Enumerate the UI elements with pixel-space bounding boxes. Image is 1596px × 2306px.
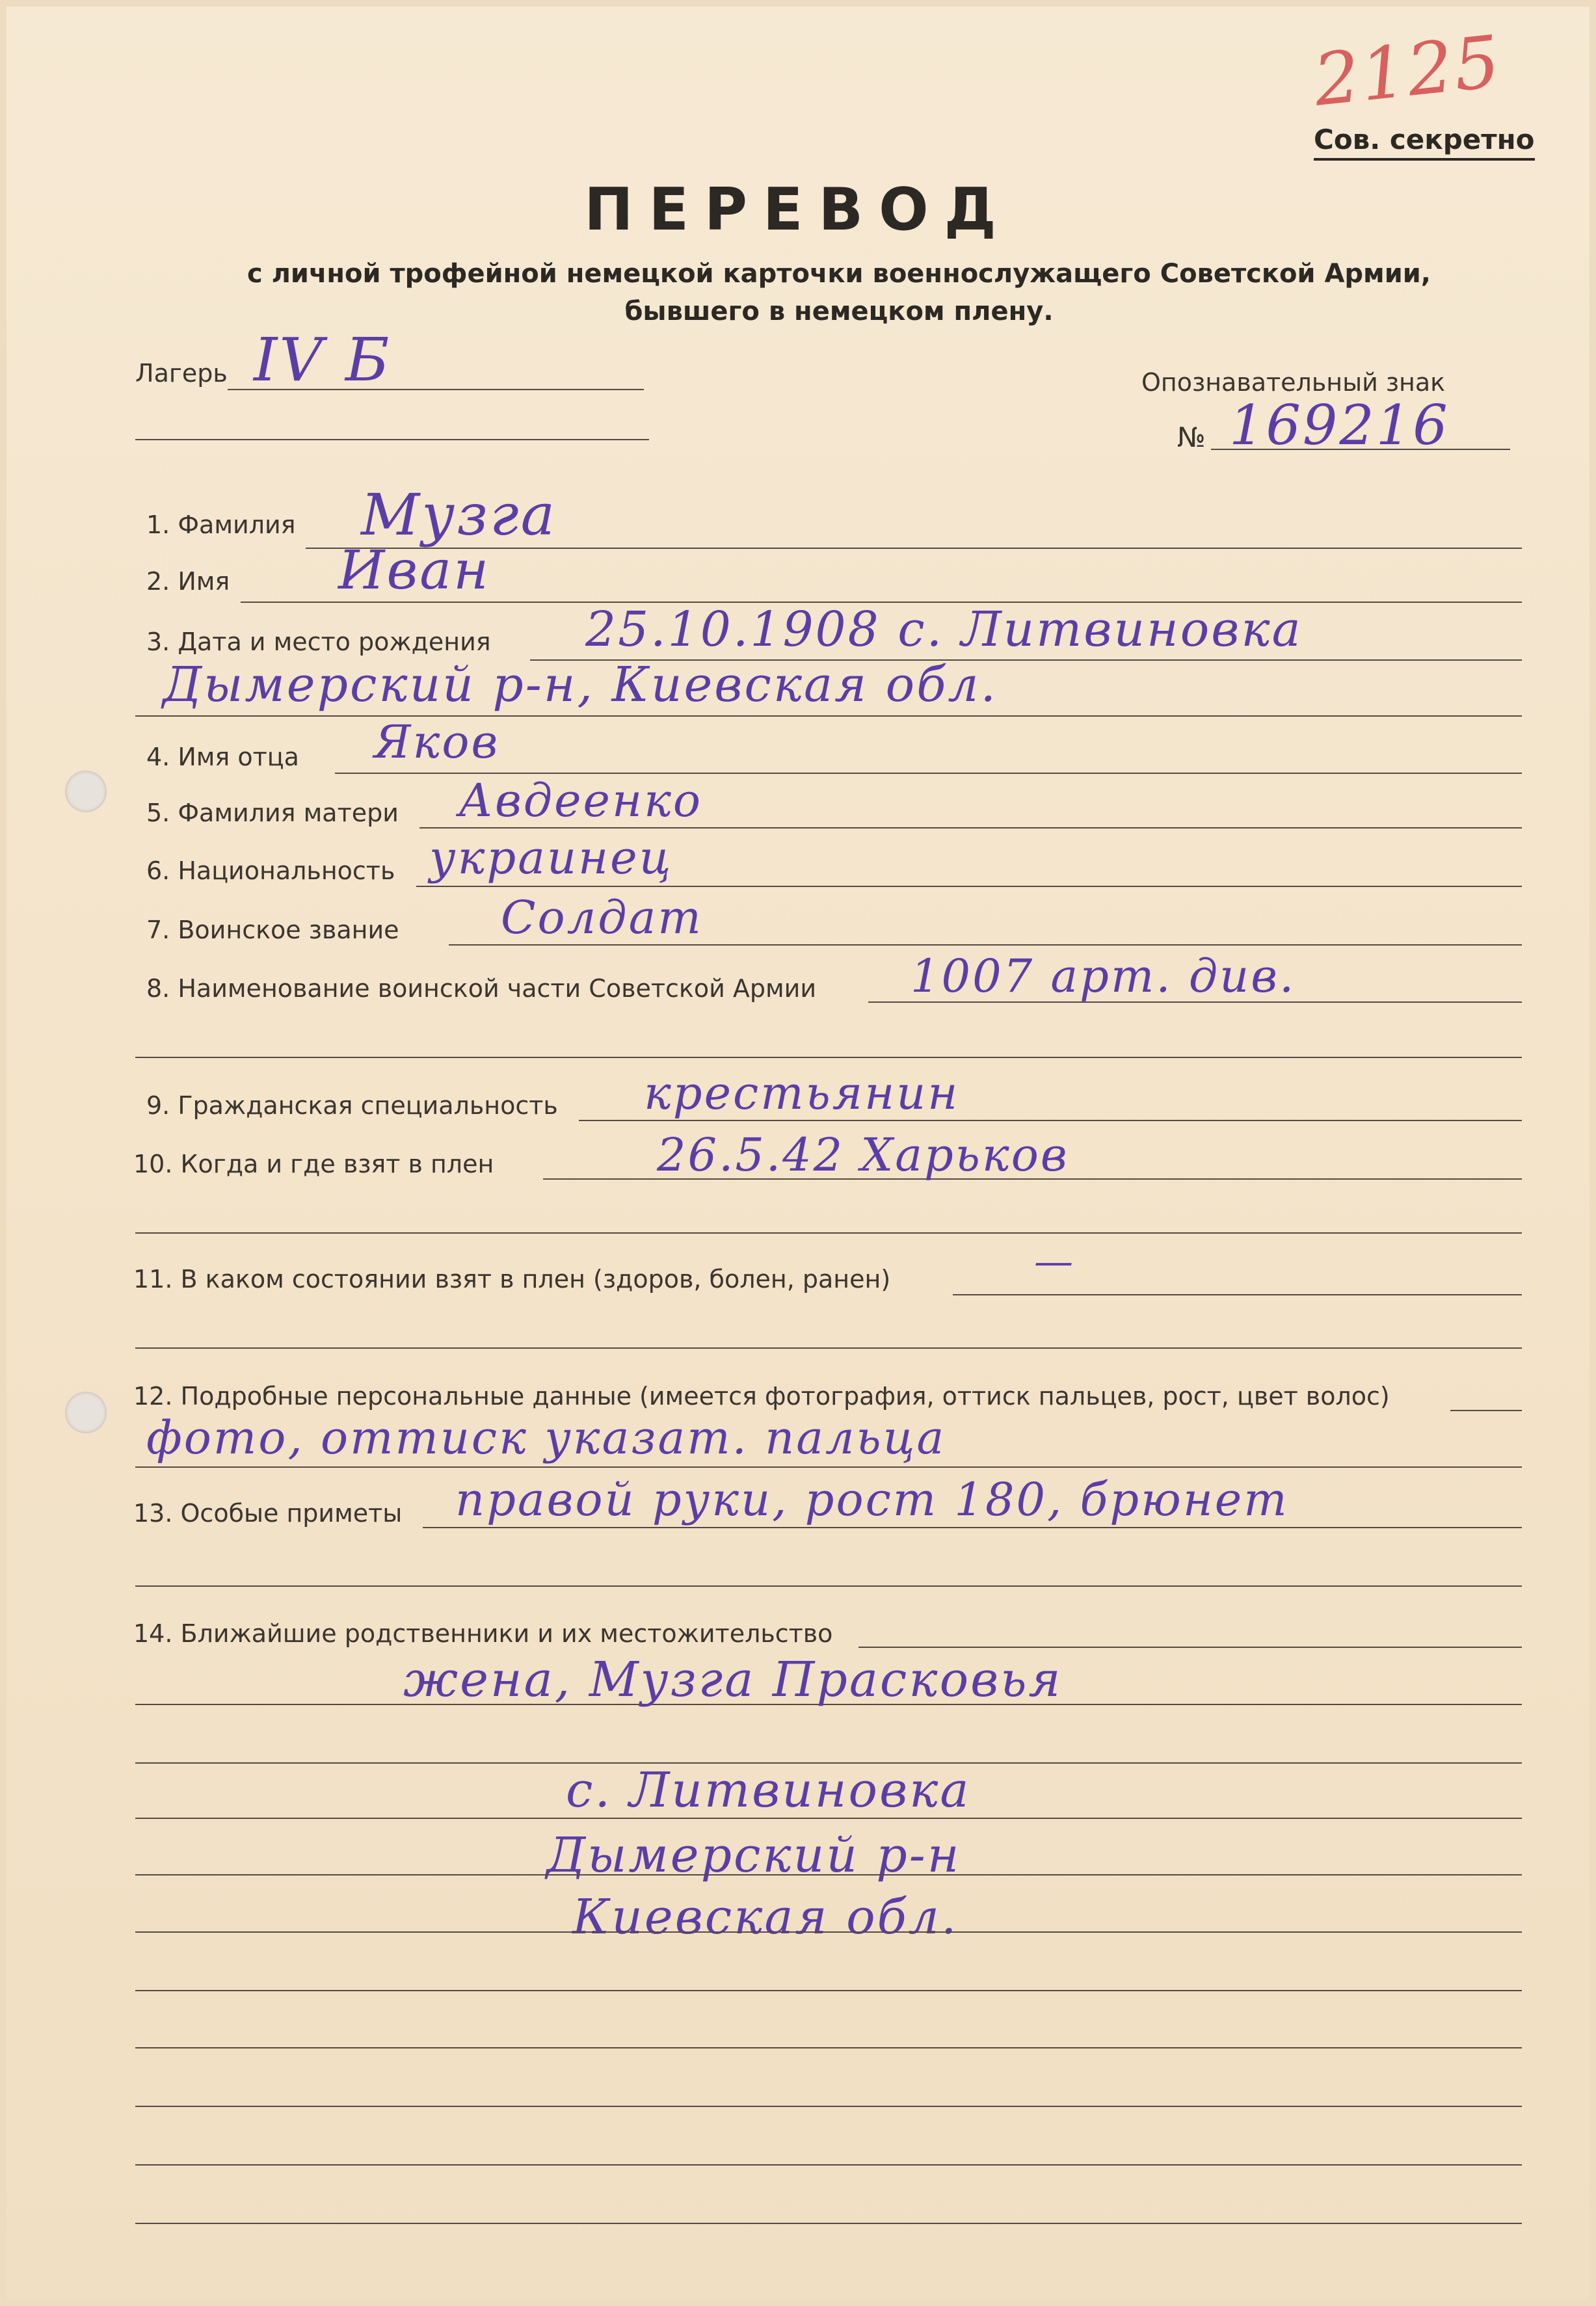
field-3-value-2: Дымерский р-н, Киевская обл. (163, 657, 998, 713)
field-12-line (1450, 1410, 1522, 1411)
field-9-label: 9. Гражданская специальность (146, 1091, 558, 1120)
field-14-line-4 (135, 1818, 1522, 1819)
field-13-label: 13. Особые приметы (133, 1499, 403, 1528)
field-3-value: 25.10.1908 с. Литвиновка (585, 602, 1303, 657)
field-1-value: Музга (361, 481, 557, 548)
field-14-line-8 (135, 2047, 1522, 2048)
field-6-line (416, 886, 1522, 887)
field-13-value: правой руки, рост 180, брюнет (455, 1473, 1289, 1526)
field-10-label: 10. Когда и где взят в плен (133, 1150, 494, 1178)
id-tag-value: 169216 (1229, 393, 1450, 457)
field-11-line-2 (135, 1347, 1522, 1349)
field-13-line-2 (135, 1585, 1522, 1587)
field-4-value: Яков (374, 715, 500, 769)
field-8-value: 1007 арт. див. (911, 949, 1296, 1003)
field-14-line-5 (135, 1874, 1522, 1875)
id-tag-label: Опознавательный знак (1141, 368, 1446, 397)
field-10-line-2 (135, 1232, 1522, 1234)
field-6-value: украинец (429, 831, 673, 884)
camp-value: IV Б (254, 325, 392, 395)
field-2-label: 2. Имя (146, 567, 230, 596)
field-8-line-2 (135, 1057, 1522, 1058)
id-tag-number-sign: № (1177, 421, 1206, 453)
field-14-line-9 (135, 2106, 1522, 2107)
field-2-value: Иван (338, 540, 491, 602)
field-11-value: — (1034, 1239, 1075, 1284)
field-3-line-2 (135, 715, 1522, 717)
field-14-line-7 (135, 1990, 1522, 1991)
field-10-value: 26.5.42 Харьков (657, 1128, 1069, 1182)
field-9-line (579, 1120, 1522, 1121)
subtitle-line-2: бывшего в немецком плену. (624, 297, 1054, 326)
field-3-label: 3. Дата и место рождения (146, 628, 491, 656)
camp-line-2 (135, 439, 649, 440)
archive-number-handwritten: 2125 (1310, 20, 1505, 122)
field-5-label: 5. Фамилия матери (146, 799, 399, 827)
field-14-line (858, 1647, 1522, 1648)
document-title: ПЕРЕВОД (584, 176, 1012, 244)
field-7-value: Солдат (501, 891, 703, 944)
field-14-value-4: Киевская обл. (572, 1889, 959, 1945)
field-8-label: 8. Наименование воинской части Советской Армии (146, 974, 817, 1003)
field-14-line-6 (135, 1931, 1522, 1933)
field-14-label: 14. Ближайшие родственники и их местожительство (133, 1619, 833, 1648)
field-12-line-2 (135, 1466, 1522, 1468)
camp-label: Лагерь (135, 359, 228, 388)
field-5-line (419, 827, 1522, 828)
field-6-label: 6. Национальность (146, 856, 395, 885)
field-13-line (423, 1527, 1522, 1528)
classification-mark: Сов. секретно (1314, 124, 1535, 161)
field-1-label: 1. Фамилия (146, 510, 296, 539)
field-14-value-1: жена, Музга Прасковья (403, 1652, 1063, 1708)
field-7-label: 7. Воинское звание (146, 916, 399, 944)
field-12-value: фото, оттиск указат. пальца (146, 1411, 946, 1464)
field-14-line-10 (135, 2164, 1522, 2166)
field-5-value: Авдеенко (459, 774, 703, 827)
punch-hole-top (65, 771, 107, 812)
field-14-value-2: с. Литвиновка (566, 1762, 971, 1818)
field-11-line (953, 1294, 1522, 1295)
field-12-label: 12. Подробные персональные данные (имеется фотография, оттиск пальцев, рост, цвет волос) (133, 1382, 1390, 1411)
field-14-line-11 (135, 2223, 1522, 2224)
field-7-line (449, 944, 1522, 946)
field-14-value-3: Дымерский р-н (546, 1827, 961, 1883)
field-11-label: 11. В каком состоянии взят в плен (здоров, болен, ранен) (133, 1265, 891, 1293)
field-4-label: 4. Имя отца (146, 743, 299, 771)
document-subtitle (130, 255, 1548, 330)
punch-hole-bottom (65, 1392, 107, 1433)
subtitle-line-1: с личной трофейной немецкой карточки военнослужащего Советской Армии, (246, 259, 1431, 289)
field-9-value: крестьянин (644, 1067, 960, 1120)
